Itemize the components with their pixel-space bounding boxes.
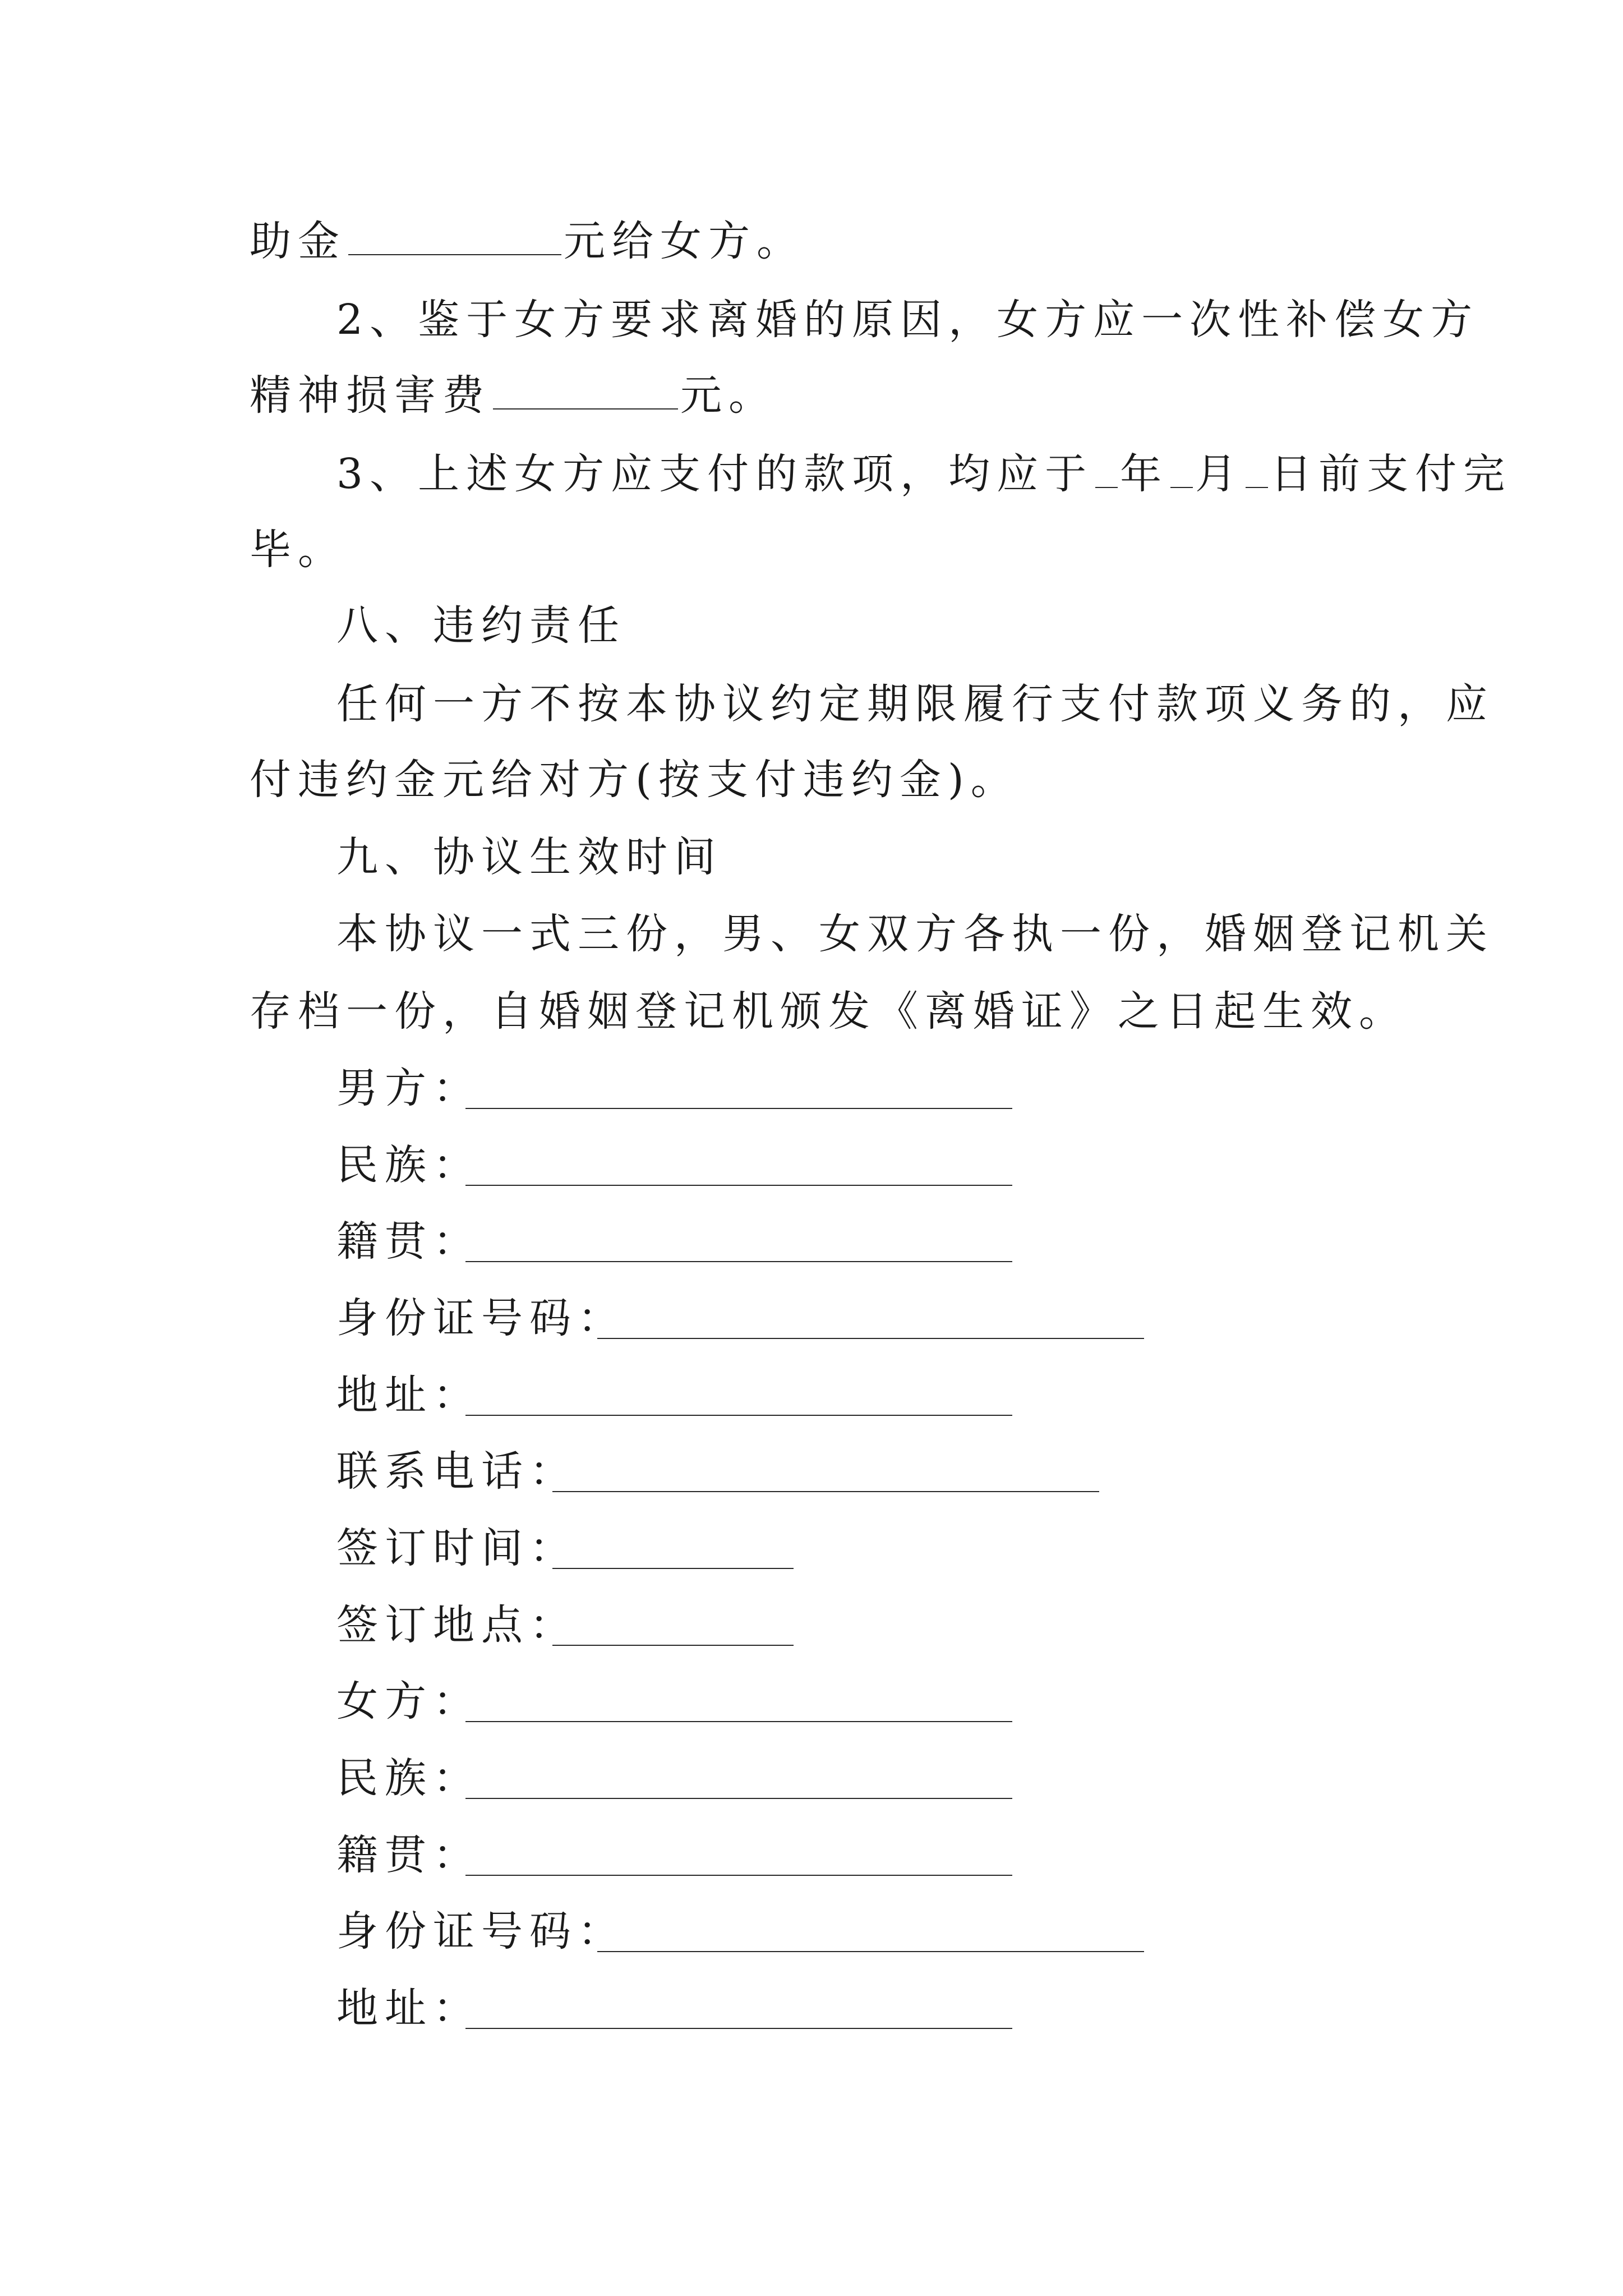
field-blank-address-2 xyxy=(465,2028,1012,2029)
field-label-id-2: 身份证号码： xyxy=(336,1907,626,1955)
month-blank xyxy=(1170,452,1193,488)
text-day: 日前支付完 xyxy=(1270,450,1512,498)
field-blank-address-1 xyxy=(465,1415,1012,1416)
field-blank-phone xyxy=(552,1491,1099,1492)
text-line-complete: 毕。 xyxy=(250,526,346,574)
text-clause-3-main: 3、上述女方应支付的款项，均应于 xyxy=(336,450,1094,498)
text-damages-prefix: 精神损害费 xyxy=(250,371,491,420)
field-blank-ethnicity-1 xyxy=(465,1185,1012,1186)
field-label-sign-place: 签订地点： xyxy=(336,1601,578,1649)
text-subsidy-suffix: 元给女方。 xyxy=(564,217,805,265)
text-line-clause-2: 2、鉴于女方要求离婚的原因，女方应一次性补偿女方 xyxy=(336,296,1479,344)
damages-blank xyxy=(493,374,678,409)
text-line-damages xyxy=(250,370,777,421)
field-label-id-1: 身份证号码： xyxy=(336,1294,626,1342)
field-label-sign-time: 签订时间： xyxy=(336,1524,578,1572)
day-blank xyxy=(1246,452,1268,488)
heading-breach-liability: 八、违约责任 xyxy=(336,601,626,650)
text-damages-suffix: 元。 xyxy=(680,371,777,420)
text-line-effective-2: 存档一份，自婚姻登记机颁发《离婚证》之日起生效。 xyxy=(250,987,1407,1036)
field-blank-origin-1 xyxy=(465,1261,1012,1262)
field-blank-ethnicity-2 xyxy=(465,1798,1012,1799)
field-label-origin-1: 籍贯： xyxy=(336,1217,481,1266)
text-line-breach-1: 任何一方不按本协议约定期限履行支付款项义务的，应 xyxy=(336,680,1494,728)
text-subsidy-prefix: 助金 xyxy=(250,217,346,265)
field-label-address-1: 地址： xyxy=(336,1371,481,1419)
text-line-effective-1: 本协议一式三份，男、女双方各执一份，婚姻登记机关 xyxy=(336,910,1494,958)
field-label-phone: 联系电话： xyxy=(336,1447,578,1496)
amount-blank xyxy=(348,219,561,255)
field-label-ethnicity-2: 民族： xyxy=(336,1754,481,1802)
field-blank-id-2 xyxy=(597,1951,1144,1952)
field-blank-origin-2 xyxy=(465,1875,1012,1876)
text-month: 月 xyxy=(1195,450,1244,498)
text-year: 年 xyxy=(1120,450,1169,498)
field-blank-id-1 xyxy=(597,1338,1144,1339)
field-blank-female xyxy=(465,1721,1012,1722)
field-label-female: 女方： xyxy=(336,1677,481,1726)
field-label-origin-2: 籍贯： xyxy=(336,1831,481,1879)
field-label-ethnicity-1: 民族： xyxy=(336,1141,481,1189)
field-blank-male xyxy=(465,1108,1012,1109)
field-label-male: 男方： xyxy=(336,1064,481,1112)
field-blank-sign-place xyxy=(552,1645,794,1646)
year-blank xyxy=(1095,452,1118,488)
field-label-address-2: 地址： xyxy=(336,1984,481,2032)
heading-effective-time: 九、协议生效时间 xyxy=(336,833,722,881)
field-blank-sign-time xyxy=(552,1568,794,1569)
text-line-breach-2: 付违约金元给对方(按支付违约金)。 xyxy=(250,756,1019,804)
text-line-clause-3 xyxy=(336,449,1511,499)
text-line-subsidy xyxy=(250,216,805,266)
